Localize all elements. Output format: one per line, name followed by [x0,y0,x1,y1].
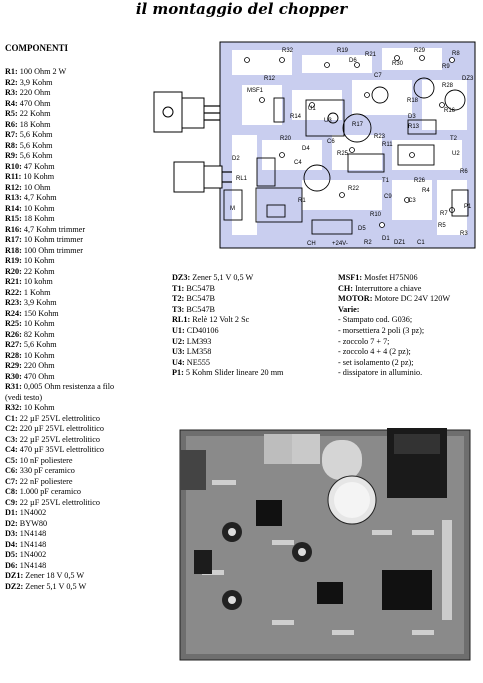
component-value: 22 µF 25VL elettrolitico [17,413,100,423]
component-row [5,477,114,488]
component-row [5,340,114,351]
component-ref: R30: [5,371,22,381]
component-ref: U1: [172,325,185,335]
component-value: 3,9 Kohm [17,77,53,87]
component-row [5,162,114,173]
component-value: 330 pF ceramico [17,466,75,475]
component-row [5,445,114,456]
component-row [5,382,114,393]
label-msf1: MSF1 [247,88,264,94]
component-value: Zener 5,1 V 0,5 W [23,581,87,591]
component-ref: C3: [5,434,18,444]
component-ref: R1: [5,67,18,76]
component-ref: R19: [5,256,22,265]
component-value: 10 Kohm [21,403,55,412]
component-value: 22 Kohm [17,109,51,118]
component-ref: MSF1: [338,273,363,282]
label-u2: U2 [452,151,460,157]
components-heading: COMPONENTI [5,43,68,53]
component-row [5,498,114,509]
component-ref: R14: [5,203,22,213]
label-r4: R4 [422,188,430,194]
components-list-right [338,273,450,379]
component-row [5,351,114,362]
component-ref: MOTOR: [338,294,373,304]
component-ref: R6: [5,119,18,129]
component-value: - zoccolo 4 + 4 (2 pz); [338,347,411,357]
component-ref: C5: [5,455,18,465]
label-r25: R25 [337,151,349,157]
component-ref: R27: [5,340,22,349]
component-value: 5,6 Kohm [17,130,53,139]
component-row [172,273,283,284]
component-row [172,368,283,379]
component-ref: R23: [5,298,22,307]
component-ref: D6: [5,560,18,570]
component-ref: R24: [5,308,22,318]
component-row [338,358,450,369]
component-value: 10 kohm [21,277,53,286]
component-ref: R10: [5,161,22,171]
ic-photo-1 [256,500,282,526]
component-row [338,315,450,326]
component-row [5,361,114,372]
label-dz3: DZ3 [462,76,474,82]
component-ref: R2: [5,77,18,87]
component-value: 22 nF poliestere [17,476,73,486]
label-c6: C6 [327,139,335,145]
components-list-mid [172,273,283,379]
component-row [5,424,114,435]
label-dz1: DZ1 [394,240,406,246]
label-r9: R9 [442,64,450,70]
component-value: 10 Kohm [21,319,55,328]
label-r1: R1 [298,198,306,204]
label-p1: P1 [464,204,472,210]
component-row [5,519,114,530]
component-value: - morsettiera 2 poli (3 pz); [338,325,425,335]
component-value: BC547B [184,304,215,314]
component-value: - zoccolo 7 + 7; [338,336,390,346]
component-row [338,347,450,358]
component-value: 10 Kohm [21,256,55,265]
component-value: 100 Ohm trimmer [21,245,83,255]
component-row [5,235,114,246]
component-ref: Varie: [338,304,360,314]
component-row [5,298,114,309]
component-ref: T2: [172,294,185,304]
component-row [5,529,114,540]
label-m: M [230,206,235,212]
label-t2: T2 [450,136,458,142]
component-value: 470 Ohm [17,98,51,108]
component-value: 1N4148 [17,539,47,549]
component-row [5,414,114,425]
diode-d2-package [174,162,204,192]
component-value: 22 µF 25VL elettrolitico [17,434,100,444]
component-ref: RL1: [172,315,191,325]
component-row [5,487,114,498]
component-row [338,294,450,305]
component-ref: R26: [5,329,22,339]
label-r5: R5 [438,223,446,229]
component-ref: U4: [172,357,185,367]
label-r22: R22 [348,186,360,192]
component-value: 1.000 pF ceramico [17,487,81,496]
component-value: 1N4002 [17,508,47,517]
component-ref: R3: [5,88,18,97]
component-row [5,330,114,341]
component-value: - dissipatore in alluminio. [338,368,423,378]
component-row [5,78,114,89]
page-title: il montaggio del chopper [135,0,348,18]
component-value: 5 Kohm Slider lineare 20 mm [183,368,284,378]
component-value: Interruttore a chiave [353,283,422,293]
component-value: 150 Kohm [21,308,59,318]
label-r10: R10 [370,212,382,218]
label-rl1: RL1 [236,176,248,182]
component-value: Zener 5,1 V 0,5 W [190,273,254,282]
component-ref: D2: [5,518,18,528]
component-ref: R25: [5,319,22,328]
label-c3: C3 [408,198,416,204]
component-row [5,561,114,572]
component-value: Zener 18 V 0,5 W [23,571,85,580]
component-ref: D1: [5,508,18,517]
label-c1: C1 [417,240,425,246]
label-r30: R30 [392,61,404,67]
component-value: 82 Kohm [21,329,55,339]
component-row [338,337,450,348]
label-d6: D6 [349,58,357,64]
component-value: LM358 [184,347,212,357]
component-ref: R9: [5,151,18,160]
label-r13: R13 [408,124,420,130]
component-row [172,326,283,337]
component-value: Motore DC 24V 120W [372,294,451,304]
component-value: BC547B [184,283,215,293]
component-value: 220 Ohm [17,88,51,97]
component-row [172,315,283,326]
label-r6: R6 [460,169,468,175]
component-ref: R17: [5,235,22,244]
component-row [338,305,450,316]
component-ref: R7: [5,130,18,139]
label-r2: R2 [364,240,372,246]
component-value: LM393 [184,336,212,346]
component-ref: R21: [5,277,22,286]
component-value: 47 Kohm [21,161,55,171]
component-ref: R11: [5,172,22,181]
label-r26: R26 [414,178,426,184]
component-row [5,256,114,267]
component-value: (vedi testo) [5,392,43,402]
ic-photo-2 [382,570,432,610]
component-ref: D3: [5,529,18,538]
component-row [338,368,450,379]
component-row [5,88,114,99]
component-ref: CH: [338,283,354,293]
component-value: 22 µF 25VL elettrolitico [17,497,100,507]
component-value: 22 Kohm [21,266,55,276]
component-ref: C9: [5,497,18,507]
component-ref: R32: [5,403,22,412]
component-ref: R20: [5,266,22,276]
label-c9: C9 [384,194,392,200]
component-value: BYW80 [17,518,48,528]
component-ref: DZ3: [172,273,191,282]
component-value: - set isolamento (2 pz); [338,357,414,367]
component-value: Mosfet H75N06 [362,273,418,282]
component-value: 470 Ohm [21,371,55,381]
component-row [5,120,114,131]
label-d2: D2 [232,156,240,162]
label-c4: C4 [294,160,302,166]
component-row [5,204,114,215]
component-row [5,151,114,162]
component-value: 10 Ohm [21,182,51,192]
pcb-layout-diagram [152,40,477,250]
label-t1: T1 [382,178,390,184]
component-row [5,309,114,320]
component-row [5,288,114,299]
label-r32: R32 [282,48,294,54]
component-ref: R8: [5,140,18,150]
component-ref: D5: [5,550,18,559]
component-row [5,267,114,278]
component-ref: R29: [5,361,22,370]
component-ref: R12: [5,182,22,192]
component-ref: C6: [5,466,18,475]
component-row [172,358,283,369]
component-row [5,393,114,404]
label-r12: R12 [264,76,276,82]
component-value: 220 µF 25VL elettrolitico [17,424,105,433]
component-value: - Stampato cod. G036; [338,315,413,325]
component-row [172,305,283,316]
component-value: 18 Kohm [21,214,55,223]
terminal-block-left [180,450,206,490]
component-value: 1N4148 [17,560,47,570]
component-ref: DZ2: [5,581,24,591]
component-row [5,225,114,236]
components-list [5,67,114,592]
component-value: 5,6 Kohm [17,151,53,160]
component-value: 18 Kohm [17,119,51,129]
assembled-board-photo [172,420,477,672]
component-ref: R28: [5,350,22,360]
component-ref: DZ1: [5,571,24,580]
component-value: 0,005 Ohm resistenza a filo [21,382,115,391]
component-value: NE555 [184,357,210,367]
component-value: 3,9 Kohm [21,298,57,307]
component-row [5,508,114,519]
component-row [5,403,114,414]
component-row [5,540,114,551]
component-value: 1 Kohm [21,287,51,297]
component-ref: R4: [5,98,18,108]
component-ref: R13: [5,193,22,202]
component-value: 10 Kohm [21,350,55,360]
component-row [172,337,283,348]
component-value: 5,6 Kohm [21,340,57,349]
label-24v: +24V- [332,241,348,247]
component-ref: C4: [5,445,18,454]
label-r18: R18 [407,98,419,104]
component-row [172,294,283,305]
component-row [338,326,450,337]
label-r28: R28 [442,83,454,89]
component-ref: R16: [5,224,22,234]
label-d5: D5 [358,226,366,232]
component-value: BC547B [184,294,215,304]
component-row [172,347,283,358]
label-u3: U3 [324,118,332,124]
component-row [5,435,114,446]
component-value: 10 Kohm trimmer [21,235,83,244]
component-value: 100 Ohm 2 W [17,67,67,76]
label-r19: R19 [337,48,349,54]
component-row [5,571,114,582]
label-r11: R11 [382,142,393,148]
component-ref: C7: [5,476,18,486]
component-row [5,172,114,183]
component-value: 1N4002 [17,550,47,559]
component-ref: U3: [172,347,185,357]
label-r14: R14 [290,114,302,120]
component-ref: T1: [172,283,185,293]
component-value: 5,6 Kohm [17,140,53,150]
component-row [5,141,114,152]
component-value: CD40106 [184,325,219,335]
label-r16: R16 [444,108,456,114]
component-row [338,284,450,295]
component-value: 470 µF 35VL elettrolitico [17,445,105,454]
component-ref: C1: [5,413,18,423]
component-ref: U2: [172,336,185,346]
component-row [5,109,114,120]
component-ref: R22: [5,287,22,297]
component-row [5,67,114,78]
label-c7: C7 [374,73,382,79]
label-r8: R8 [452,51,460,57]
label-r17: R17 [352,122,364,128]
label-r29: R29 [414,48,426,54]
component-value: 10 Kohm [21,172,55,181]
component-row [338,273,450,284]
component-ref: R31: [5,382,22,391]
label-u1: U1 [308,106,316,112]
component-row [5,372,114,383]
component-ref: C2: [5,424,18,433]
component-ref: R15: [5,214,22,223]
label-ch: CH [307,241,316,247]
component-row [5,130,114,141]
component-value: Relè 12 Volt 2 Sc [190,315,250,325]
component-ref: P1: [172,368,184,378]
component-value: 10 nF poliestere [17,455,73,465]
label-r3: R3 [460,231,468,237]
component-ref: R18: [5,245,22,255]
component-ref: C8: [5,487,18,496]
label-d4: D4 [302,146,310,152]
label-r20: R20 [280,136,292,142]
component-row [5,99,114,110]
component-value: 220 Ohm [21,361,55,370]
component-value: 1N4148 [17,529,47,538]
component-ref: R5: [5,109,18,118]
component-row [5,582,114,593]
label-r21: R21 [365,52,377,58]
component-value: 4,7 Kohm [21,193,57,202]
component-value: 4,7 Kohm trimmer [21,224,86,234]
component-row [5,466,114,477]
component-row [172,284,283,295]
label-r23: R23 [374,134,386,140]
component-row [5,183,114,194]
label-r7: R7 [440,211,448,217]
component-row [5,193,114,204]
label-d3: D3 [408,114,416,120]
component-row [5,456,114,467]
component-row [5,550,114,561]
component-value: 10 Kohm [21,203,55,213]
label-d1: D1 [382,236,390,242]
component-row [5,319,114,330]
component-row [5,214,114,225]
component-ref: D4: [5,539,18,549]
component-row [5,246,114,257]
component-row [5,277,114,288]
component-ref: T3: [172,304,185,314]
